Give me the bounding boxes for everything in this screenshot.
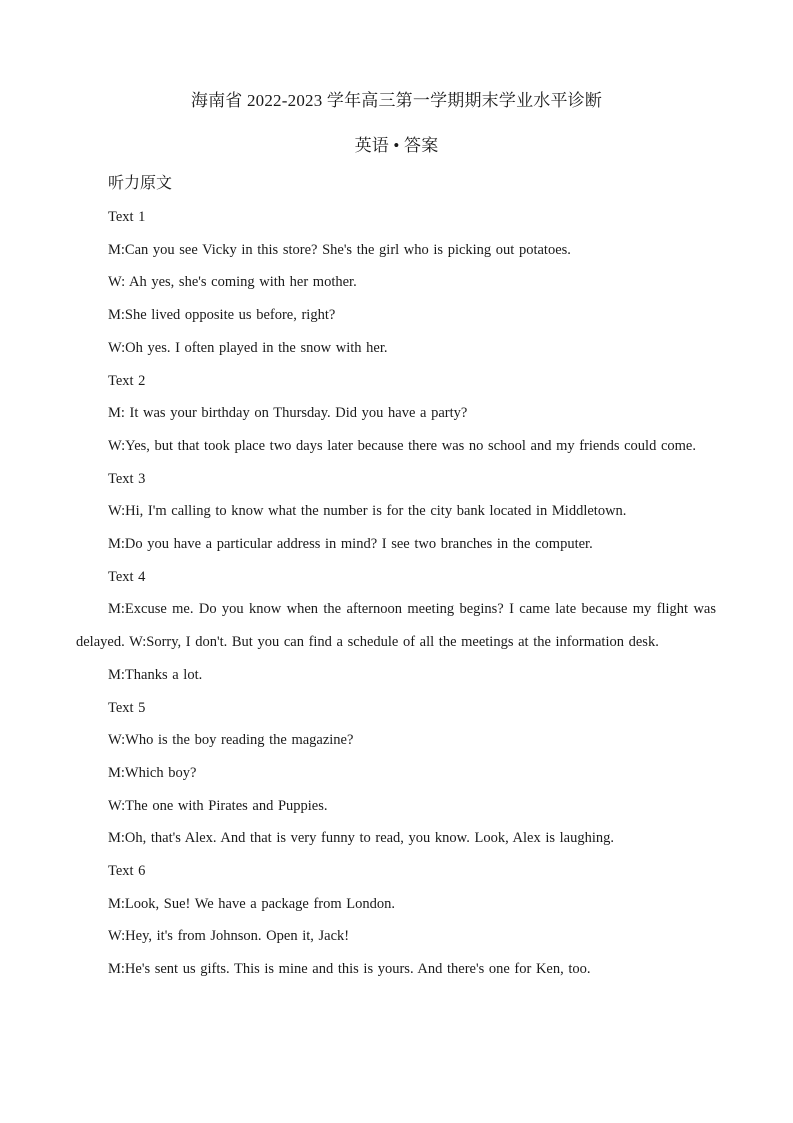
dialogue-line: W:Who is the boy reading the magazine? xyxy=(108,732,354,749)
dialogue-line: W:Hi, I'm calling to know what the number is for the city bank located in Middletown. xyxy=(108,503,627,520)
text-heading: Text 1 xyxy=(108,209,146,225)
dialogue-line: W: Ah yes, she's coming with her mother. xyxy=(108,274,357,291)
text-heading: Text 5 xyxy=(108,699,146,716)
page-subtitle: 英语 • 答案 xyxy=(354,136,439,155)
dialogue-line: M:Excuse me. Do you know when the afternoon meeting begins? I came late because my flight was delayed. W:Sorry, I don't. But you can find a schedule of all the meetings at the information desk. xyxy=(76,601,716,651)
text-heading: Text 4 xyxy=(108,568,146,585)
dialogue-line: M:She lived opposite us before, right? xyxy=(108,307,336,324)
dialogue-line: W:Yes, but that took place two days later because there was no school and my friends could come. xyxy=(108,437,696,454)
dialogue-line: M: It was your birthday on Thursday. Did you have a party? xyxy=(108,405,468,422)
page-title: 海南省 2022-2023 学年高三第一学期期末学业水平诊断 xyxy=(190,91,603,110)
dialogue-line: W:Oh yes. I often played in the snow with her. xyxy=(108,339,388,356)
transcript xyxy=(76,201,716,986)
text-heading: Text 3 xyxy=(108,470,146,487)
dialogue-line: M:Which boy? xyxy=(108,764,197,781)
dialogue-line: M:He's sent us gifts. This is mine and this is yours. And there's one for Ken, too. xyxy=(108,961,591,978)
text-heading: Text 2 xyxy=(108,372,146,389)
dialogue-line: M:Do you have a particular address in mind? I see two branches in the computer. xyxy=(108,536,593,553)
dialogue-line: M:Oh, that's Alex. And that is very funny to read, you know. Look, Alex is laughing. xyxy=(108,830,614,847)
dialogue-line: M:Look, Sue! We have a package from London. xyxy=(108,895,396,912)
dialogue-line: W:Hey, it's from Johnson. Open it, Jack! xyxy=(108,928,350,945)
text-heading: Text 6 xyxy=(108,863,146,880)
dialogue-line: W:The one with Pirates and Puppies. xyxy=(108,797,328,814)
dialogue-line: M:Can you see Vicky in this store? She's the girl who is picking out potatoes. xyxy=(108,241,571,258)
dialogue-line: M:Thanks a lot. xyxy=(108,666,203,683)
section-label: 听力原文 xyxy=(108,175,173,192)
